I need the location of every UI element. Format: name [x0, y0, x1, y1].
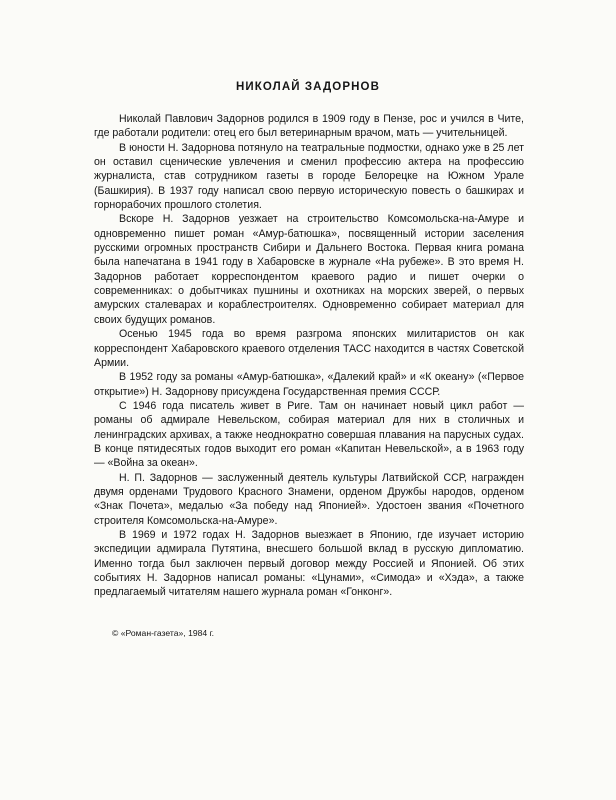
paragraph-2: В юности Н. Задорнова потянуло на театральные подмостки, однако уже в 25 лет он оставил сценические увлечения и сменил профессию актера на профессию журналиста, став сотрудником газеты в городе Белорецке на Южном Урале (Башкирия). В 1937 году написал свою первую историческую повесть о башкирах и горнорабочих прошлого столетия. [94, 141, 524, 212]
page-title: НИКОЛАЙ ЗАДОРНОВ [236, 81, 380, 93]
paragraph-4: Осенью 1945 года во время разгрома японских милитаристов он как корреспондент Хабаровского краевого отделения ТАСС находится в частях Советской Армии. [94, 328, 524, 369]
paragraph-1: Николай Павлович Задорнов родился в 1909 году в Пензе, рос и учился в Чите, где работали родители: отец его был ветеринарным врачом, мать — учительницей. [94, 113, 524, 140]
paragraph-5: В 1952 году за романы «Амур-батюшка», «Далекий край» и «К океану» («Первое открытие») Н. Задорнову присуждена Государственная премия СССР. [94, 371, 524, 398]
paragraph-3: Вскоре Н. Задорнов уезжает на строительство Комсомольска-на-Амуре и одновременно пишет роман «Амур-батюшка», посвященный истории заселения русскими огромных пространств Сибири и Дальнего Востока. Первая книга романа была напечатана в 1941 году в Хабаровске в журнале «На рубеже». В это время Н. Задорнов работает корреспондентом краевого радио и пишет очерки о современниках: о добытчиках пушнины и охотниках на морских зверей, о первых амурских сталеварах и кораблестроителях. Одновременно собирает материал для своих будущих романов. [94, 213, 524, 326]
biography-text [94, 112, 524, 600]
paragraph-7: Н. П. Задорнов — заслуженный деятель культуры Латвийской ССР, награжден двумя орденами Трудового Красного Знамени, орденом Дружбы народов, орденом «Знак Почета», медалью «За победу над Японией». Удостоен звания «Почетного строителя Комсомольска-на-Амуре». [94, 471, 524, 527]
paragraph-6: С 1946 года писатель живет в Риге. Там он начинает новый цикл работ — романы об адмирале Невельском, собирая материал для них в столичных и ленинградских архивах, а также неоднократно совершая плавания на парусных судах. В конце пятидесятых годов выходит его роман «Капитан Невельской», а в 1963 году — «Война за океан». [94, 399, 524, 470]
paragraph-8: В 1969 и 1972 годах Н. Задорнов выезжает в Японию, где изучает историю экспедиции адмирала Путятина, внесшего большой вклад в русскую дипломатию. Именно тогда был заключен первый договор между Россией и Японией. Об этих событиях Н. Задорнов написал романы: «Цунами», «Симода» и «Хэда», а также предлагаемый читателям нашего журнала роман «Гонконг». [94, 528, 524, 599]
copyright-notice: © «Роман-газета», 1984 г. [112, 628, 215, 638]
